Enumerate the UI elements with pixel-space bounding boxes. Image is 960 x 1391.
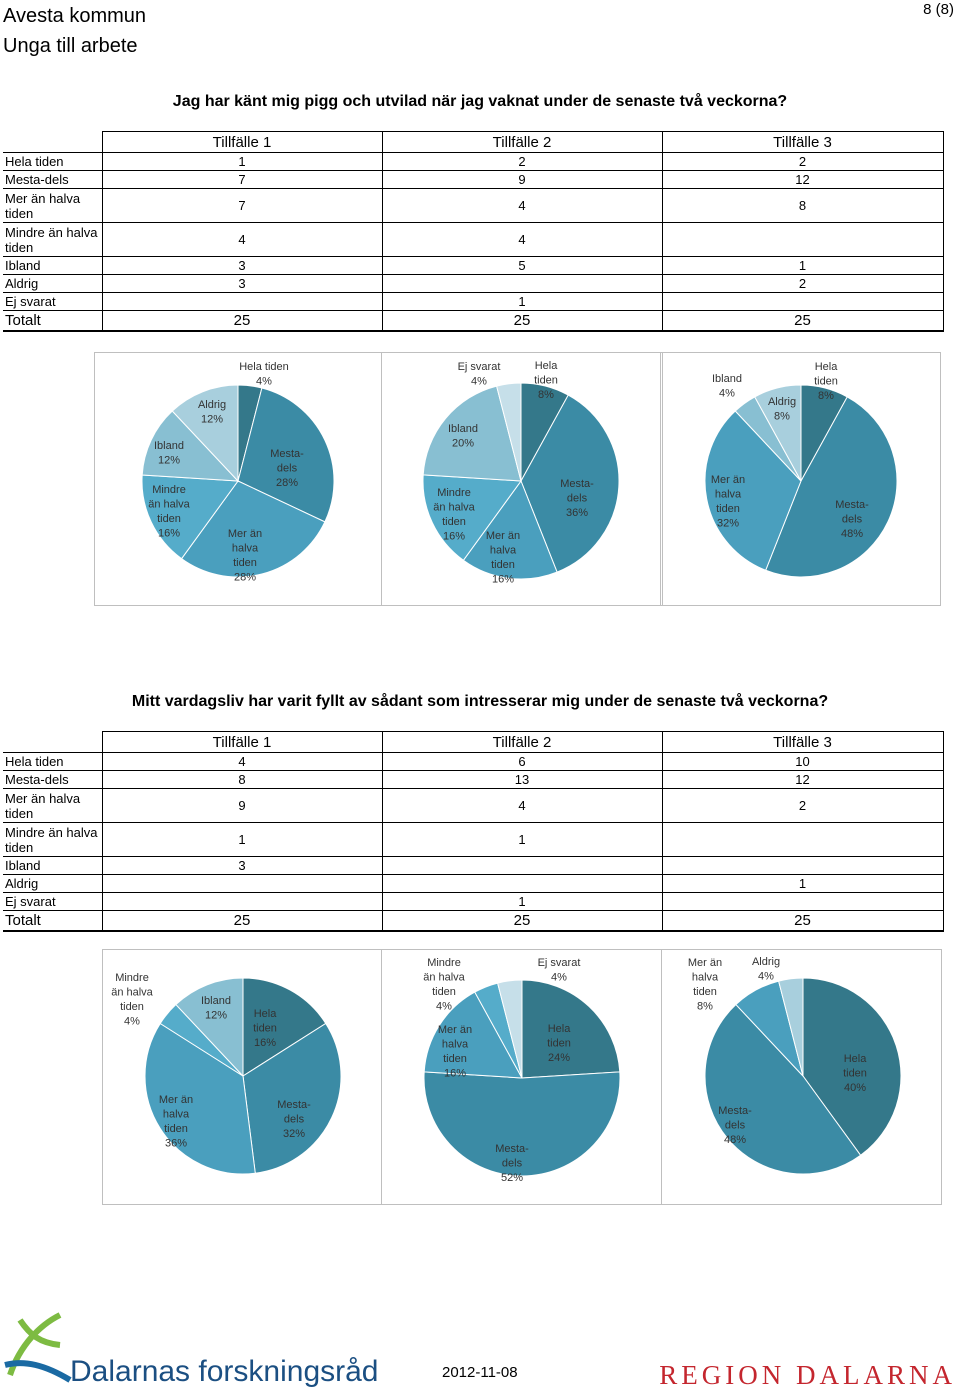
pie-label-line: halva [489, 544, 517, 557]
total-value: 25 [102, 311, 382, 332]
table-row [3, 171, 943, 189]
cell-value: 1 [662, 257, 943, 275]
total-value: 25 [662, 311, 943, 332]
pie-label-line: 28% [275, 477, 299, 489]
pie-label-line: Mer än [158, 1094, 194, 1106]
cell-value: 8 [102, 771, 382, 789]
pie-slice-label [253, 1008, 277, 1049]
pie-label-line: 4% [436, 1000, 452, 1013]
cell-value: 3 [102, 257, 382, 275]
cell-value [382, 275, 662, 293]
pie-label-line: Mesta- [718, 1105, 752, 1117]
row-label: Mindre än halva tiden [3, 223, 102, 257]
pie-label-line: tiden [432, 986, 456, 998]
pie-label-line: Mindre [152, 484, 186, 496]
cell-value [662, 857, 943, 875]
pie-label-line: tiden [547, 1037, 571, 1050]
pie-label-line: halva [162, 1108, 190, 1121]
pie-label-line: Mer än [437, 1024, 473, 1036]
pie-slice-label [688, 957, 722, 1013]
table-row [3, 823, 943, 857]
pie-label-line: än halva [148, 498, 190, 511]
pie-label-line: Aldrig [197, 399, 227, 411]
cell-value: 2 [662, 789, 943, 823]
pie-label-line: tiden [233, 557, 257, 569]
pie-label-line: Mindre [115, 972, 149, 984]
pie-label-line: Aldrig [767, 396, 797, 408]
table-row [3, 275, 943, 293]
pie-label-line: Mesta- [277, 1099, 311, 1111]
document-header [3, 1, 146, 61]
row-label: Ibland [3, 857, 102, 875]
org-name: Avesta kommun [3, 5, 147, 27]
dalarnas-forskningsrad-logo [0, 1305, 400, 1390]
pie-label-line: tiden [120, 1001, 144, 1013]
logo-text: Dalarnas forskningsråd [70, 1355, 379, 1388]
cell-value: 1 [382, 293, 662, 311]
pie-label-line: Hela [253, 1008, 277, 1020]
pie-label-line: halva [714, 488, 742, 501]
row-label: Mesta-dels [3, 771, 102, 789]
pie-label-line: 4% [758, 970, 774, 983]
table-row [3, 189, 943, 223]
chart-row-1 [94, 352, 941, 606]
question-1-title: Jag har känt mig pigg och utvilad när jag vaknat under de senaste två veckorna? [172, 93, 788, 110]
cell-value: 1 [102, 153, 382, 171]
pie-label-line: dels [566, 492, 588, 505]
pie-slice [522, 980, 620, 1078]
question-1-table [3, 131, 944, 332]
row-label: Mindre än halva tiden [3, 823, 102, 857]
question-2-title: Mitt vardagsliv har varit fyllt av sådant som intresserar mig under de senaste två veckorna? [131, 693, 829, 710]
cell-value: 4 [382, 189, 662, 223]
row-label: Ej svarat [3, 893, 102, 911]
column-header: Tillfälle 1 [102, 132, 382, 153]
cell-value: 1 [102, 823, 382, 857]
pie-label-line: 52% [500, 1172, 524, 1184]
cell-value: 13 [382, 771, 662, 789]
pie-label-line: än halva [111, 986, 153, 999]
pie-label-line: 28% [233, 571, 257, 584]
total-value: 25 [382, 911, 662, 932]
pie-label-line: dels [841, 513, 863, 526]
pie-label-line: Mesta- [835, 499, 869, 511]
pie-label-line: Ej svarat [537, 957, 581, 969]
pie-label-line: halva [691, 971, 719, 984]
pie-label-line: dels [276, 462, 298, 475]
cell-value [102, 893, 382, 911]
pie-label-line: 4% [719, 387, 735, 400]
pie-label-line: tiden [814, 375, 838, 388]
pie-label-line: 8% [774, 410, 790, 423]
table-row [3, 857, 943, 875]
pie-label-line: 24% [547, 1052, 571, 1064]
pie-label-line: dels [283, 1113, 305, 1126]
pie-label-line: Mer än [485, 530, 521, 542]
pie-label-line: 48% [840, 528, 864, 540]
pie-label-line: 32% [716, 517, 740, 530]
pie-slice-label [111, 972, 153, 1028]
table-row [3, 789, 943, 823]
total-label: Totalt [3, 911, 102, 932]
row-label: Aldrig [3, 275, 102, 293]
pie-label-line: Mer än [687, 957, 723, 969]
total-row [3, 311, 943, 332]
column-header: Tillfälle 3 [662, 132, 943, 153]
cell-value: 12 [662, 171, 943, 189]
table-row [3, 293, 943, 311]
pie-label-line: 20% [451, 437, 475, 450]
pie-label-line: 36% [565, 507, 589, 519]
row-label: Ibland [3, 257, 102, 275]
pie-label-line: tiden [491, 559, 515, 571]
pie-label-line: tiden [843, 1067, 867, 1080]
pie-label-line: 8% [697, 1000, 713, 1013]
pie-label-line: Hela [843, 1053, 867, 1065]
pie-label-line: Ibland [712, 373, 742, 385]
pie-label-line: 48% [723, 1134, 747, 1146]
cell-value: 4 [102, 753, 382, 771]
cell-value [382, 857, 662, 875]
pie-label-line: 8% [538, 389, 554, 401]
cell-value: 1 [382, 893, 662, 911]
pie-slice-label [458, 361, 501, 388]
column-header: Tillfälle 1 [102, 732, 382, 753]
cell-value: 9 [382, 171, 662, 189]
region-dalarna-logo: REGION DALARNA [659, 1360, 956, 1390]
cell-value [662, 293, 943, 311]
cell-value [662, 893, 943, 911]
cell-value: 7 [102, 171, 382, 189]
page-number: 8 (8) [923, 1, 954, 18]
pie-label-line: 4% [471, 375, 487, 388]
pie-label-line: 16% [253, 1037, 277, 1049]
cell-value: 12 [662, 771, 943, 789]
row-label: Hela tiden [3, 753, 102, 771]
pie-label-line: tiden [443, 1053, 467, 1065]
cell-value [662, 223, 943, 257]
pie-label-line: Mesta- [270, 448, 304, 460]
pie-label-line: än halva [423, 971, 465, 984]
cell-value [102, 293, 382, 311]
cell-value: 1 [382, 823, 662, 857]
table-row [3, 153, 943, 171]
total-value: 25 [102, 911, 382, 932]
pie-slice-label [752, 956, 780, 983]
pie-label-line: dels [501, 1157, 523, 1170]
cell-value: 8 [662, 189, 943, 223]
pie-label-line: tiden [693, 986, 717, 998]
pie-label-line: 16% [157, 527, 181, 540]
pie-label-line: Hela [534, 360, 558, 372]
pie-label-line: 32% [282, 1128, 306, 1140]
pie-label-line: tiden [157, 513, 181, 525]
pie-label-line: 12% [204, 1009, 228, 1022]
pie-label-line: 16% [443, 1067, 467, 1080]
project-name: Unga till arbete [3, 35, 138, 57]
pie-label-line: 36% [164, 1137, 188, 1150]
pie-label-line: 16% [442, 530, 466, 543]
row-label: Mesta-dels [3, 171, 102, 189]
pie-charts [103, 950, 941, 1204]
row-label: Aldrig [3, 875, 102, 893]
pie-label-line: Mesta- [495, 1143, 529, 1155]
cell-value: 2 [382, 153, 662, 171]
pie-label-line: 8% [818, 390, 834, 402]
total-value: 25 [382, 311, 662, 332]
pie-slice-label [712, 373, 742, 400]
pie-label-line: 12% [157, 454, 181, 467]
cell-value: 6 [382, 753, 662, 771]
pie-label-line: tiden [253, 1022, 277, 1035]
column-header: Tillfälle 3 [662, 732, 943, 753]
cell-value: 10 [662, 753, 943, 771]
pie-label-line: Mesta- [560, 478, 594, 490]
pie-label-line: Hela [814, 361, 838, 373]
cell-value: 2 [662, 275, 943, 293]
pie-label-line: Hela tiden [239, 361, 289, 373]
pie-label-line: Ej svarat [457, 361, 501, 373]
pie-label-line: halva [231, 542, 259, 555]
table-row [3, 771, 943, 789]
total-value: 25 [662, 911, 943, 932]
table-row [3, 257, 943, 275]
cell-value: 4 [382, 223, 662, 257]
pie-label-line: dels [724, 1119, 746, 1132]
cell-value: 5 [382, 257, 662, 275]
pie-slice-label [843, 1053, 867, 1094]
pie-label-line: 4% [124, 1015, 140, 1028]
table-row [3, 893, 943, 911]
cell-value [382, 875, 662, 893]
cell-value: 2 [662, 153, 943, 171]
pie-label-line: halva [441, 1038, 469, 1051]
pie-label-line: 12% [200, 413, 224, 426]
pie-label-line: Ibland [201, 995, 231, 1007]
cell-value: 3 [102, 857, 382, 875]
table-row [3, 753, 943, 771]
total-label: Totalt [3, 311, 102, 332]
row-label: Ej svarat [3, 293, 102, 311]
cell-value: 9 [102, 789, 382, 823]
cell-value: 3 [102, 275, 382, 293]
pie-slice-label [538, 957, 581, 984]
pie-label-line: Hela [547, 1023, 571, 1035]
pie-label-line: 4% [256, 375, 272, 388]
pie-label-line: 4% [551, 971, 567, 984]
question-2-table [3, 731, 944, 932]
cell-value: 4 [102, 223, 382, 257]
pie-label-line: Mer än [710, 474, 746, 486]
row-label: Mer än halva tiden [3, 189, 102, 223]
row-label: Hela tiden [3, 153, 102, 171]
pie-slice-label [547, 1023, 571, 1064]
cell-value [662, 823, 943, 857]
chart-row-2 [102, 949, 942, 1205]
leaf-icon [5, 1363, 70, 1380]
row-label: Mer än halva tiden [3, 789, 102, 823]
cell-value: 1 [662, 875, 943, 893]
table-row [3, 223, 943, 257]
column-header: Tillfälle 2 [382, 732, 662, 753]
pie-label-line: tiden [716, 503, 740, 515]
pie-charts [95, 353, 940, 605]
pie-slice-label [239, 361, 289, 388]
document-date: 2012-11-08 [442, 1364, 518, 1381]
total-row [3, 911, 943, 932]
pie-label-line: tiden [442, 516, 466, 528]
pie-label-line: 40% [843, 1082, 867, 1094]
column-header: Tillfälle 2 [382, 132, 662, 153]
pie-label-line: Ibland [154, 440, 184, 452]
pie-label-line: 16% [491, 573, 515, 586]
pie-label-line: än halva [433, 501, 475, 514]
pie-label-line: Mer än [227, 528, 263, 540]
cell-value: 4 [382, 789, 662, 823]
cell-value: 7 [102, 189, 382, 223]
cell-value [102, 875, 382, 893]
pie-label-line: Aldrig [751, 956, 781, 968]
pie-label-line: Ibland [448, 423, 478, 435]
table-row [3, 875, 943, 893]
pie-label-line: Mindre [437, 487, 471, 499]
pie-label-line: tiden [164, 1123, 188, 1135]
pie-label-line: tiden [534, 374, 558, 387]
pie-label-line: Mindre [427, 957, 461, 969]
